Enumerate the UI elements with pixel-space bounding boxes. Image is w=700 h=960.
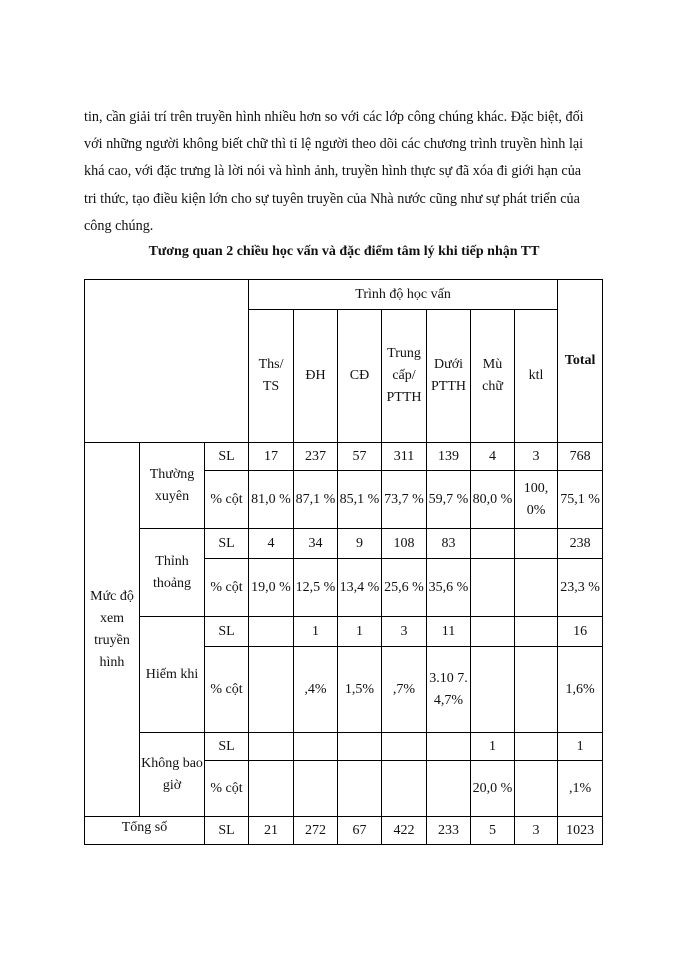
table-cell: 81,0 %	[249, 471, 294, 529]
table-cell: 5	[471, 817, 515, 845]
table-cell: 21	[249, 817, 294, 845]
table-cell	[515, 647, 558, 733]
measure-label: SL	[205, 529, 249, 559]
table-cell	[471, 529, 515, 559]
table-cell: 19,0 %	[249, 559, 294, 617]
table-cell: 1,5%	[338, 647, 382, 733]
table-cell	[382, 733, 427, 761]
table-cell: 1	[471, 733, 515, 761]
table-cell	[249, 647, 294, 733]
table-caption: Tương quan 2 chiều học vấn và đặc điểm tâm lý khi tiếp nhận TT	[148, 244, 540, 259]
table-cell: 11	[427, 617, 471, 647]
table-cell: 3.10 7. 4,7%	[427, 647, 471, 733]
table-cell	[515, 733, 558, 761]
total-row-label: Tổng số	[85, 817, 205, 845]
table-cell	[515, 617, 558, 647]
table-cell	[249, 617, 294, 647]
table-cell: 3	[515, 817, 558, 845]
table-cell: 1	[338, 617, 382, 647]
total-cell: 16	[558, 617, 603, 647]
table-cell: 57	[338, 443, 382, 471]
paragraph-line: với những người không biết chữ thì tỉ lệ người theo dõi các chương trình truyền hình lại	[84, 136, 584, 153]
table-cell: 311	[382, 443, 427, 471]
total-cell: 23,3 %	[558, 559, 603, 617]
table-cell: 139	[427, 443, 471, 471]
table-cell: 4	[471, 443, 515, 471]
table-cell: 4	[249, 529, 294, 559]
total-cell: ,1%	[558, 761, 603, 817]
table-cell: 12,5 %	[294, 559, 338, 617]
table-cell: 233	[427, 817, 471, 845]
measure-label: % cột	[205, 647, 249, 733]
paragraph-line: tri thức, tạo điều kiện lớn cho sự tuyên truyền của Nhà nước cũng như sự phát triển của	[84, 190, 580, 207]
table-cell: 20,0 %	[471, 761, 515, 817]
measure-label: % cột	[205, 559, 249, 617]
table-cell	[471, 647, 515, 733]
measure-label: SL	[205, 443, 249, 471]
table-cell	[471, 559, 515, 617]
category-label: Không bao giờ	[140, 733, 205, 817]
table-cell	[471, 617, 515, 647]
cross-tab-table	[84, 279, 603, 845]
table-cell	[338, 733, 382, 761]
table-cell: 35,6 %	[427, 559, 471, 617]
table-cell: 59,7 %	[427, 471, 471, 529]
total-cell: 238	[558, 529, 603, 559]
table-cell	[294, 761, 338, 817]
table-cell	[427, 733, 471, 761]
total-cell: 75,1 %	[558, 471, 603, 529]
table-cell: 422	[382, 817, 427, 845]
body-paragraph	[84, 104, 606, 240]
column-header: Dưới PTTH	[427, 310, 471, 443]
table-cell	[515, 761, 558, 817]
table-cell: 3	[382, 617, 427, 647]
table-cell: 87,1 %	[294, 471, 338, 529]
table-cell	[515, 529, 558, 559]
table-cell: 13,4 %	[338, 559, 382, 617]
table-cell: 237	[294, 443, 338, 471]
table-cell: 83	[427, 529, 471, 559]
column-header: ktl	[515, 310, 558, 443]
total-cell: 768	[558, 443, 603, 471]
total-cell: 1	[558, 733, 603, 761]
table-cell	[249, 733, 294, 761]
table-cell: 73,7 %	[382, 471, 427, 529]
paragraph-line: công chúng.	[84, 217, 154, 234]
table-cell: 9	[338, 529, 382, 559]
table-cell: 17	[249, 443, 294, 471]
table-cell	[338, 761, 382, 817]
table-cell: ,4%	[294, 647, 338, 733]
total-cell: 1,6%	[558, 647, 603, 733]
column-header: Ths/ TS	[249, 310, 294, 443]
group-header: Trình độ học vấn	[249, 280, 558, 310]
column-header: ĐH	[294, 310, 338, 443]
table-cell: 272	[294, 817, 338, 845]
table-cell: ,7%	[382, 647, 427, 733]
table-cell: 85,1 %	[338, 471, 382, 529]
measure-label: SL	[205, 617, 249, 647]
paragraph-line: tin, cần giải trí trên truyền hình nhiều hơn so với các lớp công chúng khác. Đặc biệt, đối	[84, 109, 584, 125]
measure-label: SL	[205, 817, 249, 845]
table-cell: 25,6 %	[382, 559, 427, 617]
table-cell: 108	[382, 529, 427, 559]
table-cell: 3	[515, 443, 558, 471]
paragraph-line: khá cao, với đặc trưng là lời nói và hình ảnh, truyền hình thực sự đã xóa đi giới hạn của	[84, 163, 582, 180]
table-cell: 1	[294, 617, 338, 647]
table-cell	[382, 761, 427, 817]
table-cell: 100, 0%	[515, 471, 558, 529]
table-cell	[249, 761, 294, 817]
category-label: Thỉnh thoảng	[140, 529, 205, 617]
table-cell: 34	[294, 529, 338, 559]
row-group-label: Mức độ xem truyền hình	[85, 443, 140, 817]
table-cell: 80,0 %	[471, 471, 515, 529]
column-header: Mù chữ	[471, 310, 515, 443]
table-corner-cell	[85, 280, 249, 443]
category-label: Thường xuyên	[140, 443, 205, 529]
table-cell	[294, 733, 338, 761]
total-header: Total	[558, 280, 603, 443]
table-cell	[427, 761, 471, 817]
measure-label: % cột	[205, 471, 249, 529]
table-cell: 67	[338, 817, 382, 845]
category-label: Hiếm khi	[140, 617, 205, 733]
measure-label: % cột	[205, 761, 249, 817]
column-header: Trung cấp/ PTTH	[382, 310, 427, 443]
table-cell	[515, 559, 558, 617]
column-header: CĐ	[338, 310, 382, 443]
total-cell: 1023	[558, 817, 603, 845]
measure-label: SL	[205, 733, 249, 761]
